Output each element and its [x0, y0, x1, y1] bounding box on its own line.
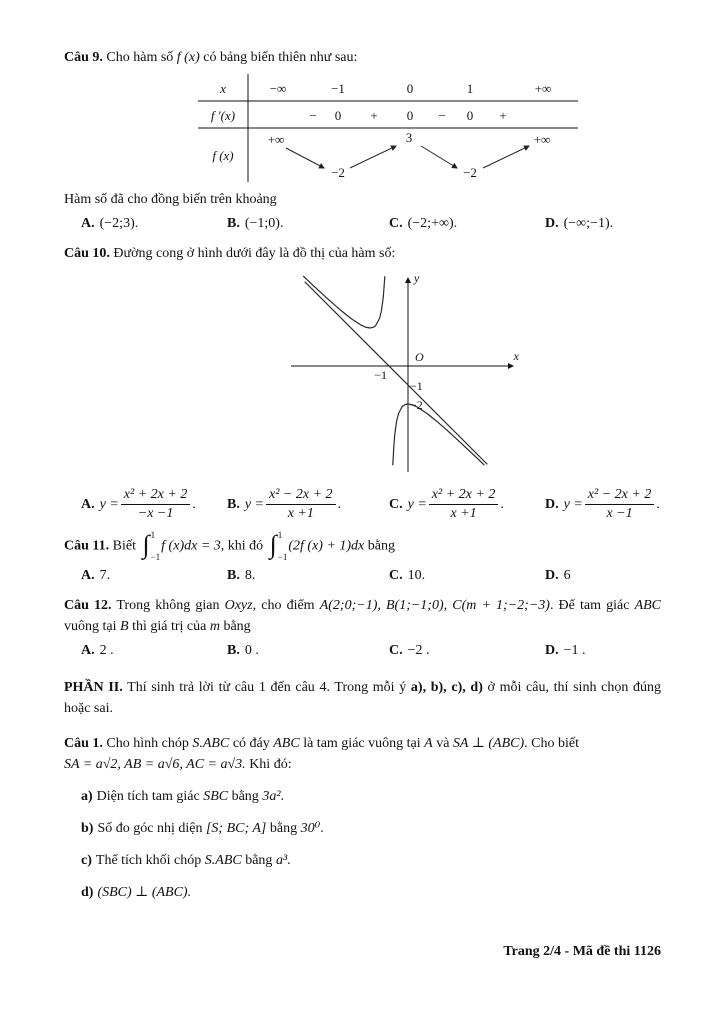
option-lead: y =	[244, 496, 265, 512]
vt-f-value: +∞	[533, 132, 551, 147]
question-10	[64, 243, 661, 522]
integral-sign: ∫	[269, 529, 277, 559]
item-text-2: bằng	[245, 853, 273, 869]
part2-heading	[64, 677, 661, 719]
item-math-1: SBC	[203, 789, 229, 805]
p2q1-item-a	[81, 786, 661, 807]
option-label: C.	[389, 496, 403, 512]
q11-options	[64, 565, 661, 586]
vt-x-value: 0	[406, 81, 414, 96]
vt-sign: 0	[334, 108, 342, 123]
item-math-2: a³	[275, 853, 288, 869]
p2q1-label: Câu 1.	[64, 736, 103, 752]
option-label: C.	[389, 216, 403, 231]
curve-lower-branch	[393, 404, 484, 465]
q11-text-post: bằng	[367, 538, 395, 554]
vt-sign: −	[309, 108, 317, 123]
q12-text-6: bằng	[223, 619, 251, 635]
q12-option-c	[389, 640, 545, 661]
fraction	[585, 487, 655, 522]
q10-options	[64, 487, 661, 522]
q9-label: Câu 9.	[64, 50, 103, 65]
q12-option-d	[545, 640, 661, 661]
vt-sign: +	[499, 108, 507, 123]
q9-options	[64, 213, 661, 234]
q10-statement	[64, 243, 661, 264]
p2q1-text-2: có đáy	[232, 736, 270, 752]
item-end: .	[280, 789, 285, 805]
option-tail: .	[656, 496, 660, 512]
q10-text: Đường cong ở hình dưới đây là đồ thị của hàm số:	[113, 246, 396, 261]
fraction	[121, 487, 191, 522]
item-label: d)	[81, 885, 94, 901]
vt-arrow-up-2	[483, 146, 529, 168]
item-label: a)	[81, 789, 93, 805]
q10-option-d	[545, 487, 661, 522]
vt-f-value: 3	[405, 130, 413, 145]
q12-option-a	[81, 640, 227, 661]
option-label: B.	[227, 568, 240, 584]
fraction-denominator: x +1	[287, 506, 314, 522]
option-tail: .	[337, 496, 342, 512]
p2q1-statement	[64, 733, 661, 754]
q12-statement	[64, 595, 661, 637]
q12-text-1: Trong không gian	[116, 598, 220, 614]
item-math-1: (SBC) ⊥ (ABC).	[97, 885, 192, 901]
vt-arrow-down-2	[421, 146, 457, 168]
item-math-2: 3a²	[262, 789, 281, 805]
option-text: −2 .	[407, 643, 430, 659]
x-axis-label: x	[513, 349, 519, 363]
q10-label: Câu 10.	[64, 246, 110, 261]
vt-f-header: f (x)	[212, 148, 234, 163]
vt-f-value: −2	[463, 165, 477, 180]
integral-sign: ∫	[142, 529, 150, 559]
vt-arrow-up-1	[350, 146, 396, 168]
vt-sign: 0	[466, 108, 474, 123]
variation-table	[198, 74, 661, 187]
p2q1-math-abc: ABC	[273, 736, 300, 752]
q11-option-c	[389, 565, 545, 586]
vt-fprime-header: f ′(x)	[210, 108, 236, 123]
p2q1-text-1: Cho hình chóp	[106, 736, 189, 752]
question-12	[64, 595, 661, 661]
fraction-denominator: −x −1	[137, 506, 174, 522]
part2-bold-items: a), b), c), d)	[410, 680, 483, 696]
item-text-1: Số đo góc nhị diện	[97, 821, 203, 837]
part2-text-2: ở mỗi câu, thí sinh chọn đúng hoặc sai.	[64, 680, 661, 717]
q9-option-a	[81, 213, 227, 234]
q12-math-points: A(2;0;−1), B(1;−1;0), C(m + 1;−2;−3)	[319, 598, 550, 614]
integral-lower-limit: −1	[150, 552, 161, 563]
q12-option-b	[227, 640, 389, 661]
q9-option-b	[227, 213, 389, 234]
integral-1	[142, 531, 160, 562]
option-tail: .	[500, 496, 504, 512]
option-text: (−1;0).	[244, 216, 284, 231]
part2-text-1: Thí sinh trả lời từ câu 1 đến câu 4. Trong mỗi ý	[127, 680, 407, 696]
y-axis-label: y	[414, 271, 420, 285]
q9-option-c	[389, 213, 545, 234]
q12-text-3: . Để tam giác	[549, 598, 630, 614]
option-label: C.	[389, 643, 403, 659]
q10-option-a	[81, 487, 227, 522]
option-label: C.	[389, 568, 403, 584]
item-end: .	[320, 821, 324, 837]
integral-upper-limit: 1	[277, 530, 283, 541]
option-tail: .	[192, 496, 196, 512]
p2q1-item-b	[81, 818, 661, 839]
vt-x-header: x	[220, 81, 226, 96]
integral-2	[270, 531, 288, 562]
vt-x-value: −1	[331, 81, 345, 96]
option-text: 0 .	[244, 643, 259, 659]
q11-integrand-1: f (x)dx = 3	[161, 538, 221, 554]
q11-option-b	[227, 565, 389, 586]
option-text: 7.	[99, 568, 111, 584]
option-label: D.	[545, 568, 559, 584]
option-label: B.	[227, 496, 240, 512]
item-text-2: bằng	[269, 821, 298, 837]
item-label: b)	[81, 821, 94, 837]
p2q1-line2-text: Khi đó:	[249, 757, 292, 773]
page-footer: Trang 2/4 - Mã đề thi 1126	[503, 944, 661, 959]
q12-math-m: m	[209, 619, 220, 635]
p2q1-math-a: A	[424, 736, 433, 752]
option-label: A.	[81, 496, 95, 512]
vt-sign: 0	[406, 108, 414, 123]
item-end: .	[287, 853, 291, 869]
option-label: A.	[81, 568, 95, 584]
q12-text-4: vuông tại	[64, 619, 117, 635]
integral-lower-limit: −1	[277, 552, 288, 563]
item-label: c)	[81, 853, 92, 869]
fraction-numerator: x² + 2x + 2	[121, 487, 191, 505]
q9-math-fx: f (x)	[176, 50, 200, 65]
p2q1-line2	[64, 754, 661, 775]
item-text-2: bằng	[231, 789, 259, 805]
item-math-1: S.ABC	[204, 853, 242, 869]
p2q1-math-sa-perp: SA ⊥ (ABC)	[452, 736, 525, 752]
integral-limits	[278, 531, 288, 562]
fraction	[429, 487, 499, 522]
fraction	[266, 487, 336, 522]
option-text: (−2;+∞).	[407, 216, 458, 231]
p2q1-items	[81, 786, 661, 903]
q11-text-mid: , khi đó	[220, 538, 264, 554]
question-11	[64, 531, 661, 586]
p2q1-item-c	[81, 850, 661, 871]
q9-option-d	[545, 213, 661, 234]
fraction-numerator: x² − 2x + 2	[266, 487, 336, 505]
part2-question-1	[64, 733, 661, 903]
fraction-numerator: x² + 2x + 2	[429, 487, 499, 505]
q9-statement	[64, 47, 661, 68]
option-label: B.	[227, 643, 240, 659]
option-label: A.	[81, 216, 95, 231]
vt-sign: −	[438, 108, 446, 123]
option-text: (−2;3).	[99, 216, 139, 231]
option-label: D.	[545, 496, 559, 512]
origin-label: O	[415, 350, 424, 364]
option-text: 10.	[407, 568, 426, 584]
item-text-1: Diện tích tam giác	[96, 789, 200, 805]
q11-integrand-2: (2f (x) + 1)dx	[288, 538, 365, 554]
item-math-2: 30⁰	[300, 821, 321, 837]
q11-statement	[64, 531, 661, 562]
q12-text-5: thì giá trị của	[132, 619, 207, 635]
vt-x-value: 1	[466, 81, 474, 96]
p2q1-math-sabc: S.ABC	[192, 736, 230, 752]
x-tick-minus1: −1	[374, 368, 387, 382]
vt-arrow-down-1	[286, 148, 324, 168]
variation-table-svg	[198, 74, 578, 182]
integral-limits	[151, 531, 161, 562]
option-text: 6	[563, 568, 571, 584]
q12-math-oxyz: Oxyz,	[224, 598, 257, 614]
q9-text-post: có bảng biến thiên như sau:	[203, 50, 358, 65]
y-tick-minus1: −1	[410, 379, 423, 393]
p2q1-text-5: . Cho biết	[524, 736, 579, 752]
option-text: 2 .	[99, 643, 114, 659]
integral-upper-limit: 1	[150, 530, 156, 541]
q12-math-abc: ABC	[634, 598, 662, 614]
q12-label: Câu 12.	[64, 598, 112, 614]
option-label: D.	[545, 216, 559, 231]
q12-math-b: B	[120, 619, 129, 635]
q11-option-a	[81, 565, 227, 586]
p2q1-text-4: và	[436, 736, 450, 752]
option-text: 8.	[244, 568, 256, 584]
q10-option-b	[227, 487, 389, 522]
p2q1-text-3: là tam giác vuông tại	[303, 736, 421, 752]
vt-x-value: +∞	[534, 81, 552, 96]
option-lead: y =	[99, 496, 119, 512]
vt-x-value: −∞	[269, 81, 287, 96]
vt-f-value: +∞	[267, 132, 285, 147]
y-tick-minus2: −2	[410, 398, 423, 412]
option-label: B.	[227, 216, 240, 231]
fraction-numerator: x² − 2x + 2	[585, 487, 655, 505]
item-text-1: Thể tích khối chóp	[95, 853, 202, 869]
function-graph-svg	[283, 266, 523, 478]
part2-label: PHẦN II.	[64, 680, 123, 696]
q10-option-c	[389, 487, 545, 522]
fraction-denominator: x −1	[606, 506, 633, 522]
fraction-denominator: x +1	[450, 506, 477, 522]
option-label: D.	[545, 643, 559, 659]
p2q1-math-lengths: SA = a√2, AB = a√6, AC = a√3.	[64, 757, 246, 773]
q9-question: Hàm số đã cho đồng biến trên khoảng	[64, 192, 277, 207]
q11-label: Câu 11.	[64, 538, 110, 554]
question-9	[64, 47, 661, 234]
item-math-1: [S; BC; A]	[205, 821, 267, 837]
option-text: −1 .	[563, 643, 586, 659]
q11-text-pre: Biết	[112, 538, 136, 554]
option-lead: y =	[407, 496, 427, 512]
p2q1-item-d	[81, 882, 661, 903]
vt-sign: +	[370, 108, 378, 123]
option-lead: y =	[563, 496, 583, 512]
q12-options	[64, 640, 661, 661]
option-label: A.	[81, 643, 95, 659]
curve-upper-branch	[304, 276, 385, 328]
function-graph	[283, 266, 661, 483]
q9-text-pre: Cho hàm số	[106, 50, 174, 65]
q12-text-2: cho điểm	[261, 598, 315, 614]
option-text: (−∞;−1).	[563, 216, 614, 231]
oblique-asymptote-line	[305, 282, 487, 464]
q11-option-d	[545, 565, 661, 586]
vt-f-value: −2	[331, 165, 345, 180]
